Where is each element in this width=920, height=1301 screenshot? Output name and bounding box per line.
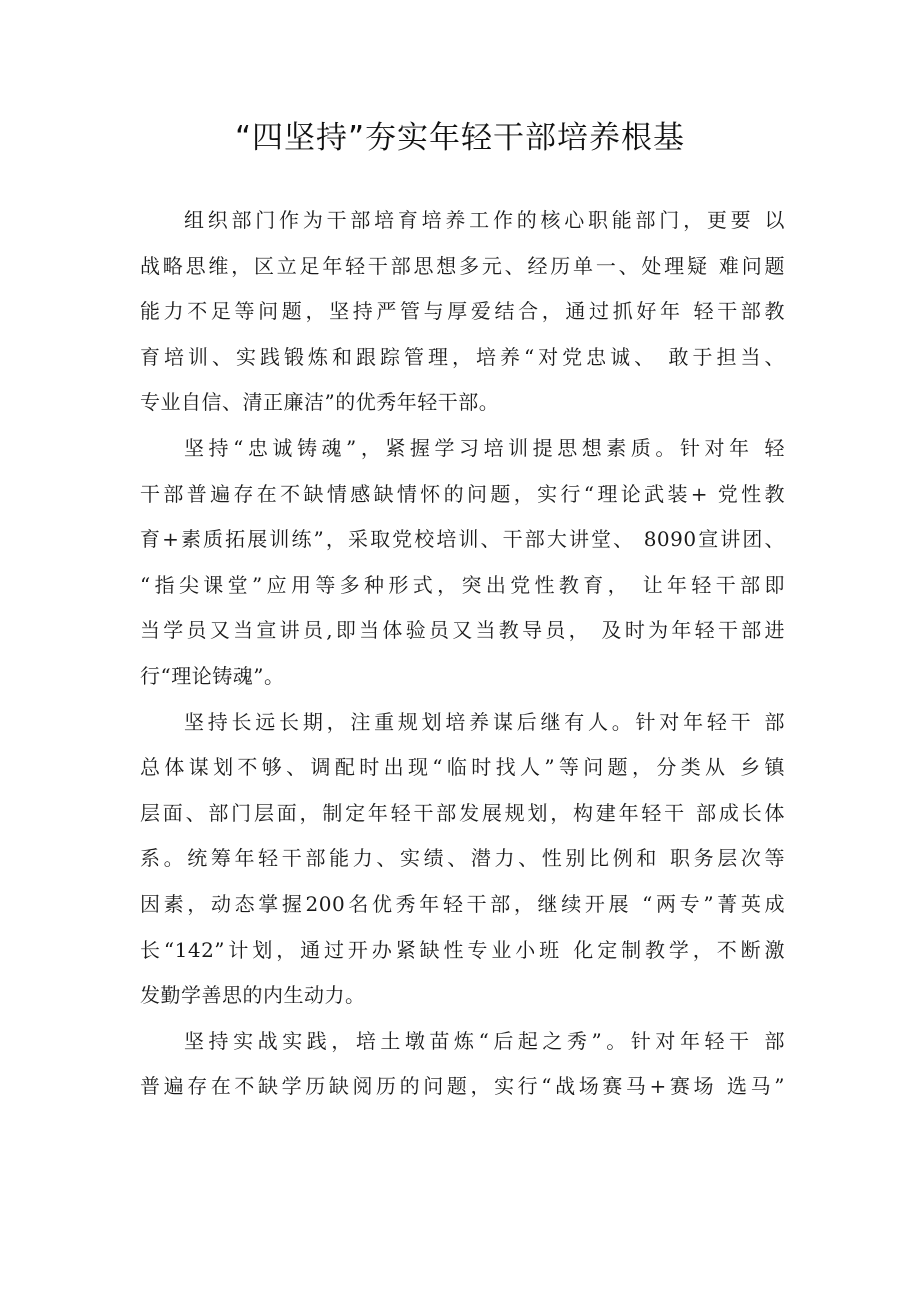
paragraph-line: 系。统筹年轻干部能力、实绩、潜力、性别比例和 职务层次等 — [140, 846, 785, 871]
paragraph-line: 能力不足等问题，坚持严管与厚爱结合，通过抓好年 轻干部教 — [140, 299, 785, 324]
paragraph-line: 干部普遍存在不缺情感缺情怀的问题，实行“理论武装+ 党性教 — [140, 481, 785, 506]
document-body — [140, 198, 785, 1110]
paragraph-line: 长“142”计划，通过开办紧缺性专业小班 化定制教学，不断激 — [140, 937, 785, 962]
paragraph-line: 组织部门作为干部培育培养工作的核心职能部门，更要 以 — [184, 208, 785, 232]
paragraph — [140, 426, 785, 700]
paragraph-line: 战略思维，区立足年轻干部思想多元、经历单一、处理疑 难问题 — [140, 253, 785, 278]
paragraph-line: 总体谋划不够、调配时出现“临时找人”等问题，分类从 乡镇 — [140, 755, 785, 780]
paragraph-line: 坚持长远长期，注重规划培养谋后继有人。针对年轻干 部 — [184, 709, 785, 734]
paragraph-line: 专业自信、清正廉洁”的优秀年轻干部。 — [140, 390, 500, 415]
paragraph-line: 因素，动态掌握200名优秀年轻干部，继续开展 “两专”菁英成 — [140, 891, 785, 916]
paragraph-line: 发勤学善思的内生动力。 — [140, 983, 366, 1008]
document-title: “四坚持”夯实年轻干部培养根基 — [234, 120, 686, 156]
paragraph-line: 坚持实战实践，培土墩苗炼“后起之秀”。针对年轻干 部 — [184, 1028, 785, 1053]
paragraph — [140, 1019, 785, 1110]
paragraph-line: 普遍存在不缺学历缺阅历的问题，实行“战场赛马+赛场 选马” — [140, 1074, 785, 1099]
paragraph — [140, 198, 785, 426]
paragraph-line: 行“理论铸魂”。 — [140, 663, 285, 688]
paragraph-line: 层面、部门层面，制定年轻干部发展规划，构建年轻干 部成长体 — [140, 800, 785, 825]
paragraph-line: 坚持“忠诚铸魂”，紧握学习培训提思想素质。针对年 轻 — [184, 435, 785, 460]
paragraph-line: 当学员又当宣讲员,即当体验员又当教导员， 及时为年轻干部进 — [140, 618, 785, 643]
paragraph-line: 育+素质拓展训练”，采取党校培训、干部大讲堂、 8090宣讲团、 — [140, 527, 785, 552]
paragraph — [140, 700, 785, 1019]
paragraph-line: 育培训、实践锻炼和跟踪管理，培养“对党忠诚、 敢于担当、 — [140, 344, 785, 369]
paragraph-line: “指尖课堂”应用等多种形式，突出党性教育， 让年轻干部即 — [140, 572, 785, 597]
